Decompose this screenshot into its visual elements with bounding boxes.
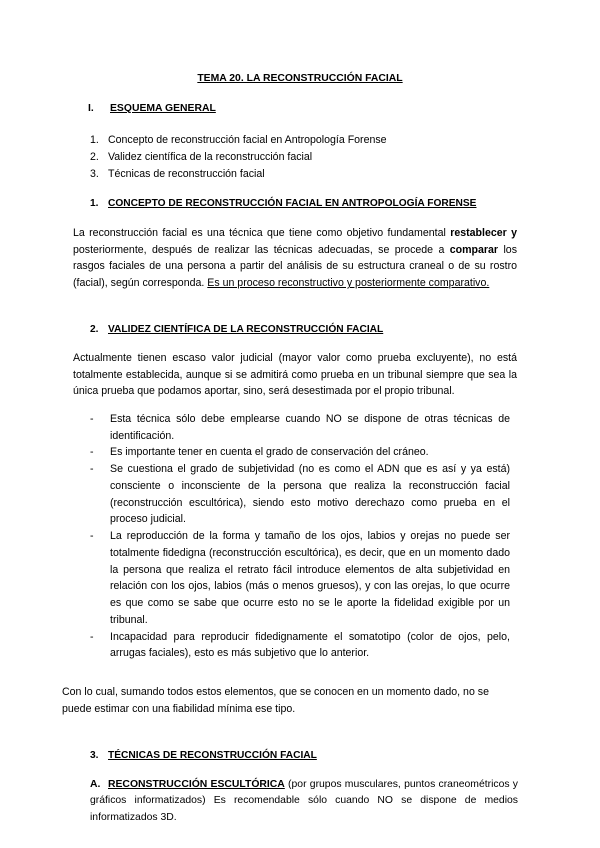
section-1-paragraph: La reconstrucción facial es una técnica que tiene como objetivo fundamental restablecer y posteriormente, después de realizar las técnicas adecuadas, se procede a comparar los rasgos faciales de una persona a partir del análisis de su estructura craneal o de su rostro (facial), según corresponda. Es un proceso reconstructivo y posteriormente comparativo. xyxy=(73,227,517,290)
document-title: TEMA 20. LA RECONSTRUCCIÓN FACIAL xyxy=(197,73,403,84)
subsection-a xyxy=(90,777,518,826)
section-2-bullets xyxy=(90,411,510,662)
key-sentence: Es un proceso reconstructivo y posteriormente comparativo. xyxy=(207,277,490,290)
outline-heading-text: ESQUEMA GENERAL xyxy=(110,103,216,114)
section-2-intro: Actualmente tienen escaso valor judicial (mayor valor como prueba excluyente), no está totalmente establecida, aunque si se admitirá como prueba en un tribunal siempre que sea la única prueba que podamos aportar, sino, será desestimada por el propio tribunal. xyxy=(73,352,517,398)
outline-heading xyxy=(88,101,216,117)
outline-item: 1. Concepto de reconstrucción facial en Antropología Forense xyxy=(90,134,387,146)
outline-numeral: I. xyxy=(88,103,94,114)
subsection-a-text: (por grupos musculares, puntos craneométricos y gráficos informatizados) Es recomendable sólo cuando NO se dispone de medios informatizados 3D. xyxy=(90,779,518,823)
bullet-item: - Esta técnica sólo debe emplearse cuando NO se dispone de otras técnicas de identificación. xyxy=(90,413,510,442)
section-2-conclusion: Con lo cual, sumando todos estos elementos, que se conocen en un momento dado, no se puede estimar con una fiabilidad mínima ese tipo. xyxy=(62,686,489,715)
outline-item: 3. Técnicas de reconstrucción facial xyxy=(90,168,265,180)
subsection-a-letter: A. xyxy=(90,779,101,790)
section-2-heading: 2. VALIDEZ CIENTÍFICA DE LA RECONSTRUCCIÓN FACIAL xyxy=(90,324,384,335)
bullet-item: - La reproducción de la forma y tamaño de los ojos, labios y orejas no puede ser totalmente fidedigna (reconstrucción escultórica), es decir, que en un momento dado la persona que realiza el retrato fácil introduce elementos de alta subjetividad en relación con los ojos, labios (más o menos gruesos), y con las orejas, lo que ocurre es que como se sabe que ocurre esto no se le aporte la fidelidad exigible por un tribunal. xyxy=(90,530,510,626)
section-1-heading: 1. CONCEPTO DE RECONSTRUCCIÓN FACIAL EN ANTROPOLOGÍA FORENSE xyxy=(90,198,477,209)
bullet-item: - Se cuestiona el grado de subjetividad (no es como el ADN que es así y ya está) consciente o inconsciente de la persona que realiza la reconstrucción facial (reconstrucción escultórica), siendo esto motivo derechazo como prueba en el proceso judicial. xyxy=(90,463,510,526)
subsection-a-heading: RECONSTRUCCIÓN ESCULTÓRICA xyxy=(108,779,285,790)
bullet-item: - Incapacidad para reproducir fidedignamente el somatotipo (color de ojos, pelo, arrugas faciales), esto es más subjetivo que lo anterior. xyxy=(90,630,510,660)
bullet-item: - Es importante tener en cuenta el grado de conservación del cráneo. xyxy=(90,446,429,459)
outline-item: 2. Validez científica de la reconstrucción facial xyxy=(90,151,313,163)
section-3-heading: 3. TÉCNICAS DE RECONSTRUCCIÓN FACIAL xyxy=(90,750,317,761)
outline-list xyxy=(90,132,387,183)
